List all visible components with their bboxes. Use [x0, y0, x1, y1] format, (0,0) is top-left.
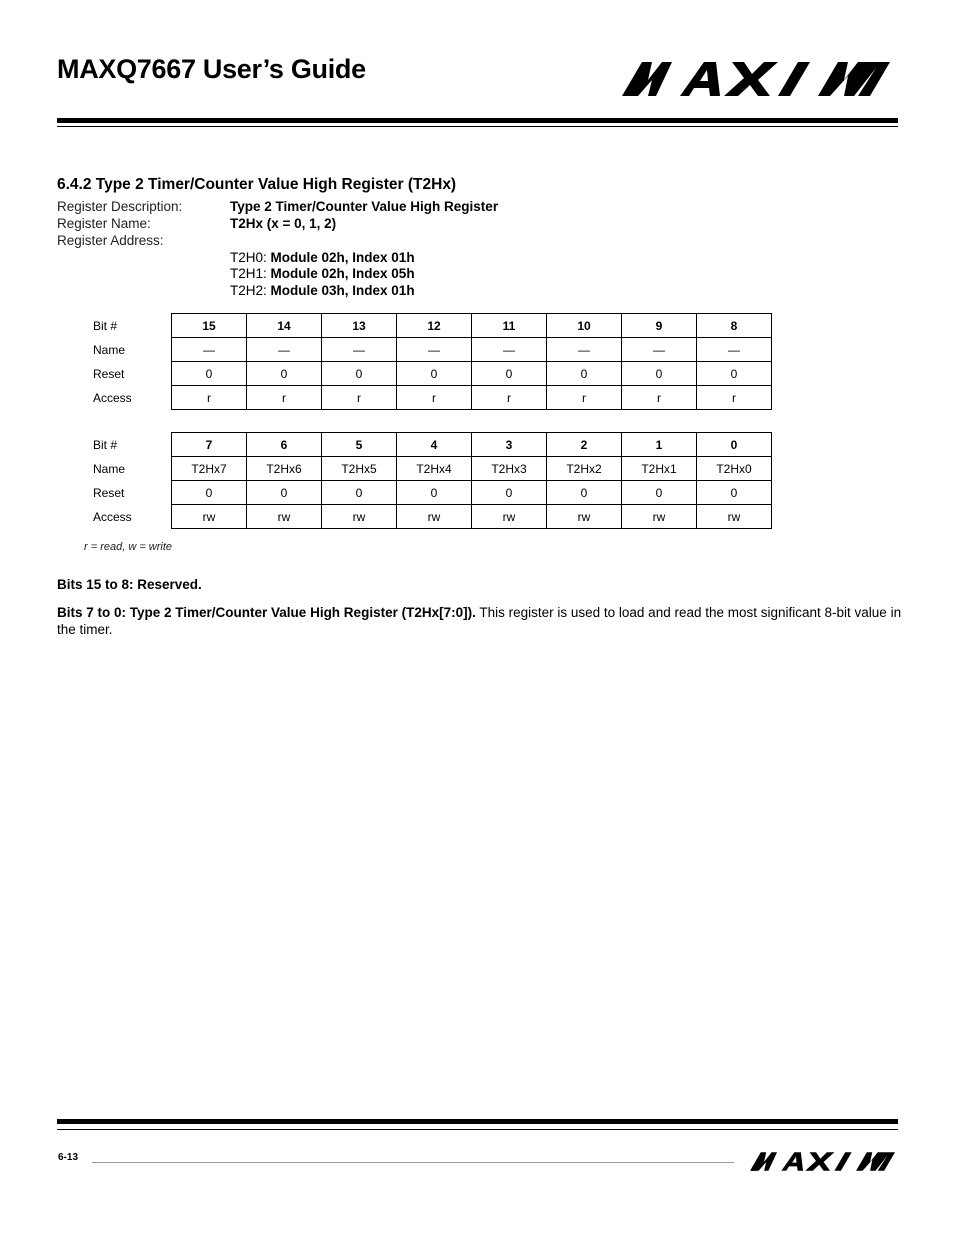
page-number: 6-13 — [58, 1152, 79, 1163]
name-cell: — — [397, 338, 472, 362]
reset-cell: 0 — [397, 362, 472, 386]
bit-cell: 6 — [247, 433, 322, 457]
reset-cell: 0 — [622, 362, 697, 386]
reset-cell: 0 — [322, 362, 397, 386]
section-heading: 6.4.2 Type 2 Timer/Counter Value High Register (T2Hx) — [57, 176, 457, 193]
header-rule-thin — [57, 126, 898, 127]
table-row — [86, 433, 772, 457]
name-cell: T2Hx0 — [697, 457, 772, 481]
table-row — [86, 362, 772, 386]
access-cell: rw — [172, 505, 247, 529]
name-cell: T2Hx2 — [547, 457, 622, 481]
bits-description-heading: Bits 7 to 0: Type 2 Timer/Counter Value High Register (T2Hx[7:0]). — [57, 605, 476, 620]
access-cell: r — [472, 386, 547, 410]
address-value: Module 02h, Index 05h — [270, 266, 415, 281]
address-register: T2H2: — [230, 283, 267, 298]
name-cell: — — [322, 338, 397, 362]
access-cell: r — [547, 386, 622, 410]
access-cell: r — [697, 386, 772, 410]
name-cell: T2Hx3 — [472, 457, 547, 481]
table-row — [86, 338, 772, 362]
register-table-high-bits — [86, 313, 772, 410]
address-line — [230, 250, 415, 265]
bits-description — [57, 604, 902, 638]
table-row — [86, 457, 772, 481]
access-legend: r = read, w = write — [84, 541, 173, 553]
reset-cell: 0 — [172, 362, 247, 386]
header-rule-thick — [57, 118, 898, 123]
register-name-label: Register Name: — [57, 216, 151, 231]
register-address-label: Register Address: — [57, 233, 164, 248]
bit-cell: 15 — [172, 314, 247, 338]
reset-cell: 0 — [322, 481, 397, 505]
row-label: Access — [93, 390, 132, 405]
access-cell: rw — [322, 505, 397, 529]
bit-cell: 12 — [397, 314, 472, 338]
bits-description-text: This register is used to load and read the most significant 8-bit value in the timer. — [57, 605, 902, 637]
address-value: Module 03h, Index 01h — [270, 283, 415, 298]
bit-cell: 8 — [697, 314, 772, 338]
access-cell: rw — [622, 505, 697, 529]
access-cell: rw — [397, 505, 472, 529]
maxim-logo — [622, 62, 890, 96]
access-cell: r — [247, 386, 322, 410]
bit-cell: 10 — [547, 314, 622, 338]
name-cell: — — [697, 338, 772, 362]
footer-dotted-line — [92, 1162, 734, 1163]
row-label: Name — [93, 342, 126, 357]
bit-cell: 1 — [622, 433, 697, 457]
row-label: Bit # — [93, 318, 118, 333]
name-cell: T2Hx6 — [247, 457, 322, 481]
footer-rule-thick — [57, 1119, 898, 1124]
table-row — [86, 386, 772, 410]
address-value: Module 02h, Index 01h — [270, 250, 415, 265]
reset-cell: 0 — [697, 362, 772, 386]
name-cell: — — [547, 338, 622, 362]
reset-cell: 0 — [547, 362, 622, 386]
bit-cell: 7 — [172, 433, 247, 457]
maxim-logo — [750, 1152, 895, 1171]
access-cell: rw — [472, 505, 547, 529]
bit-cell: 2 — [547, 433, 622, 457]
register-name-value: T2Hx (x = 0, 1, 2) — [230, 216, 337, 231]
name-cell: T2Hx1 — [622, 457, 697, 481]
reset-cell: 0 — [622, 481, 697, 505]
table-row — [86, 481, 772, 505]
row-label: Bit # — [93, 437, 118, 452]
access-cell: rw — [697, 505, 772, 529]
bit-cell: 5 — [322, 433, 397, 457]
reset-cell: 0 — [697, 481, 772, 505]
access-cell: r — [172, 386, 247, 410]
name-cell: T2Hx7 — [172, 457, 247, 481]
access-cell: rw — [247, 505, 322, 529]
row-label: Name — [93, 461, 126, 476]
bit-cell: 11 — [472, 314, 547, 338]
reset-cell: 0 — [397, 481, 472, 505]
address-line — [230, 266, 415, 281]
table-row — [86, 314, 772, 338]
access-cell: r — [397, 386, 472, 410]
register-table-low-bits — [86, 432, 772, 529]
row-label: Reset — [93, 366, 125, 381]
reset-cell: 0 — [247, 362, 322, 386]
row-label: Access — [93, 509, 132, 524]
bit-cell: 3 — [472, 433, 547, 457]
address-register: T2H1: — [230, 266, 267, 281]
address-register: T2H0: — [230, 250, 267, 265]
bit-cell: 4 — [397, 433, 472, 457]
reset-cell: 0 — [247, 481, 322, 505]
address-line — [230, 283, 415, 298]
register-description-label: Register Description: — [57, 199, 183, 214]
bit-cell: 9 — [622, 314, 697, 338]
reset-cell: 0 — [547, 481, 622, 505]
name-cell: — — [622, 338, 697, 362]
footer-rule-thin — [57, 1129, 898, 1130]
name-cell: T2Hx4 — [397, 457, 472, 481]
bit-cell: 0 — [697, 433, 772, 457]
reset-cell: 0 — [172, 481, 247, 505]
bit-cell: 14 — [247, 314, 322, 338]
bits-reserved-note: Bits 15 to 8: Reserved. — [57, 577, 202, 592]
name-cell: — — [472, 338, 547, 362]
bit-cell: 13 — [322, 314, 397, 338]
document-title: MAXQ7667 User’s Guide — [57, 54, 366, 84]
name-cell: — — [172, 338, 247, 362]
reset-cell: 0 — [472, 362, 547, 386]
table-row — [86, 505, 772, 529]
name-cell: T2Hx5 — [322, 457, 397, 481]
reset-cell: 0 — [472, 481, 547, 505]
row-label: Reset — [93, 485, 125, 500]
access-cell: r — [622, 386, 697, 410]
name-cell: — — [247, 338, 322, 362]
access-cell: rw — [547, 505, 622, 529]
access-cell: r — [322, 386, 397, 410]
register-description-value: Type 2 Timer/Counter Value High Register — [230, 199, 499, 214]
